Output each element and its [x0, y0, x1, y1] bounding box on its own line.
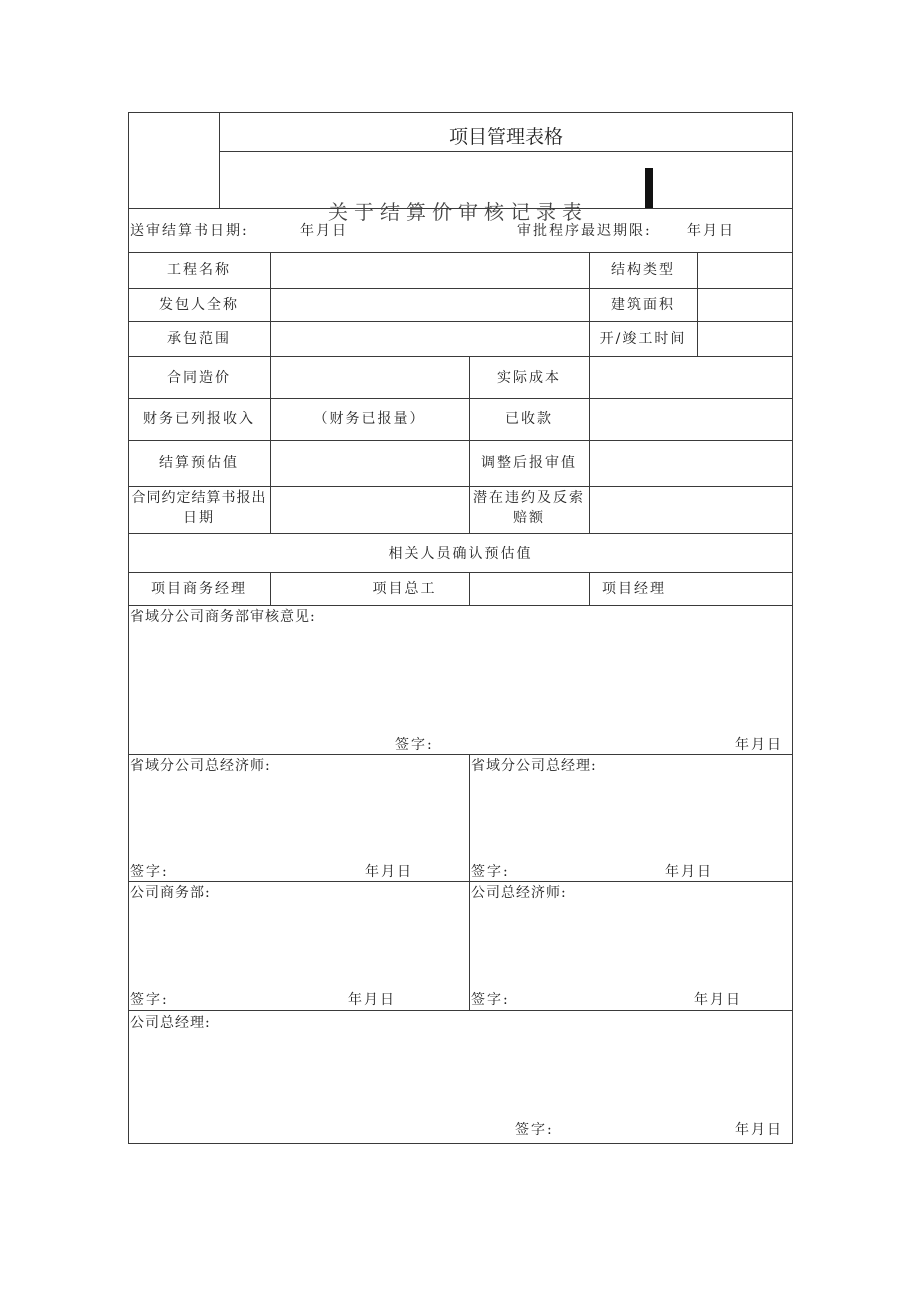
- date-label-4: 年月日: [348, 992, 396, 1008]
- deadline-label: 审批程序最迟期限:: [517, 223, 652, 239]
- contract-price-label: 合同造价: [167, 370, 231, 386]
- structure-type-label: 结构类型: [611, 262, 675, 278]
- business-manager-label: 项目商务经理: [151, 581, 247, 597]
- sign-label-3: 签字:: [471, 864, 510, 880]
- contract-date-label-line1: 合同约定结算书报出: [131, 490, 267, 506]
- chief-engineer-label: 项目总工: [372, 581, 437, 597]
- date-label-3: 年月日: [665, 864, 713, 880]
- contract-scope-label: 承包范围: [167, 331, 231, 347]
- received-label: 已收款: [505, 411, 553, 427]
- breach-label-line1: 潜在违约及反索: [473, 490, 585, 506]
- form-subtitle: 关于结算价审核记录表: [328, 200, 588, 224]
- deadline-value: 年月日: [687, 223, 735, 239]
- company-chief-economist-label: 公司总经济师:: [471, 885, 567, 901]
- sign-label-4: 签字:: [130, 992, 169, 1008]
- black-marker-bar: [645, 168, 653, 208]
- sign-label-1: 签字:: [395, 737, 434, 753]
- project-manager-label: 项目经理: [602, 581, 666, 597]
- provincial-business-dept-label: 省域分公司商务部审核意见:: [130, 609, 316, 625]
- submit-date-label: 送审结算书日期:: [130, 223, 249, 239]
- company-general-manager-label: 公司总经理:: [130, 1015, 211, 1031]
- company-business-dept-label: 公司商务部:: [130, 885, 211, 901]
- breach-label-line2: 赔额: [513, 510, 545, 526]
- date-label-2: 年月日: [365, 864, 413, 880]
- sign-label-6: 签字:: [515, 1122, 554, 1138]
- form-title: 项目管理表格: [448, 126, 563, 148]
- provincial-general-manager-label: 省域分公司总经理:: [471, 758, 597, 774]
- project-name-label: 工程名称: [167, 262, 231, 278]
- subtitle-clip: [220, 152, 792, 224]
- actual-cost-label: 实际成本: [497, 370, 561, 386]
- building-area-label: 建筑面积: [611, 297, 675, 313]
- reported-income-label: 财务已列报收入: [143, 411, 255, 427]
- start-end-time-label: 开/竣工时间: [599, 331, 687, 347]
- confirm-section-title: 相关人员确认预估值: [388, 546, 533, 562]
- sign-label-2: 签字:: [130, 864, 169, 880]
- sign-label-5: 签字:: [471, 992, 510, 1008]
- provincial-chief-economist-label: 省域分公司总经济师:: [130, 758, 271, 774]
- submit-date-value: 年月日: [300, 223, 348, 239]
- adjusted-value-label: 调整后报审值: [481, 455, 577, 471]
- date-label-6: 年月日: [735, 1122, 783, 1138]
- reported-amount-note: （财务已报量）: [313, 411, 426, 427]
- settlement-estimate-label: 结算预估值: [159, 455, 239, 471]
- contract-date-label-line2: 日期: [183, 510, 215, 526]
- client-name-label: 发包人全称: [159, 297, 239, 313]
- date-label-5: 年月日: [694, 992, 742, 1008]
- date-label-1: 年月日: [735, 737, 783, 753]
